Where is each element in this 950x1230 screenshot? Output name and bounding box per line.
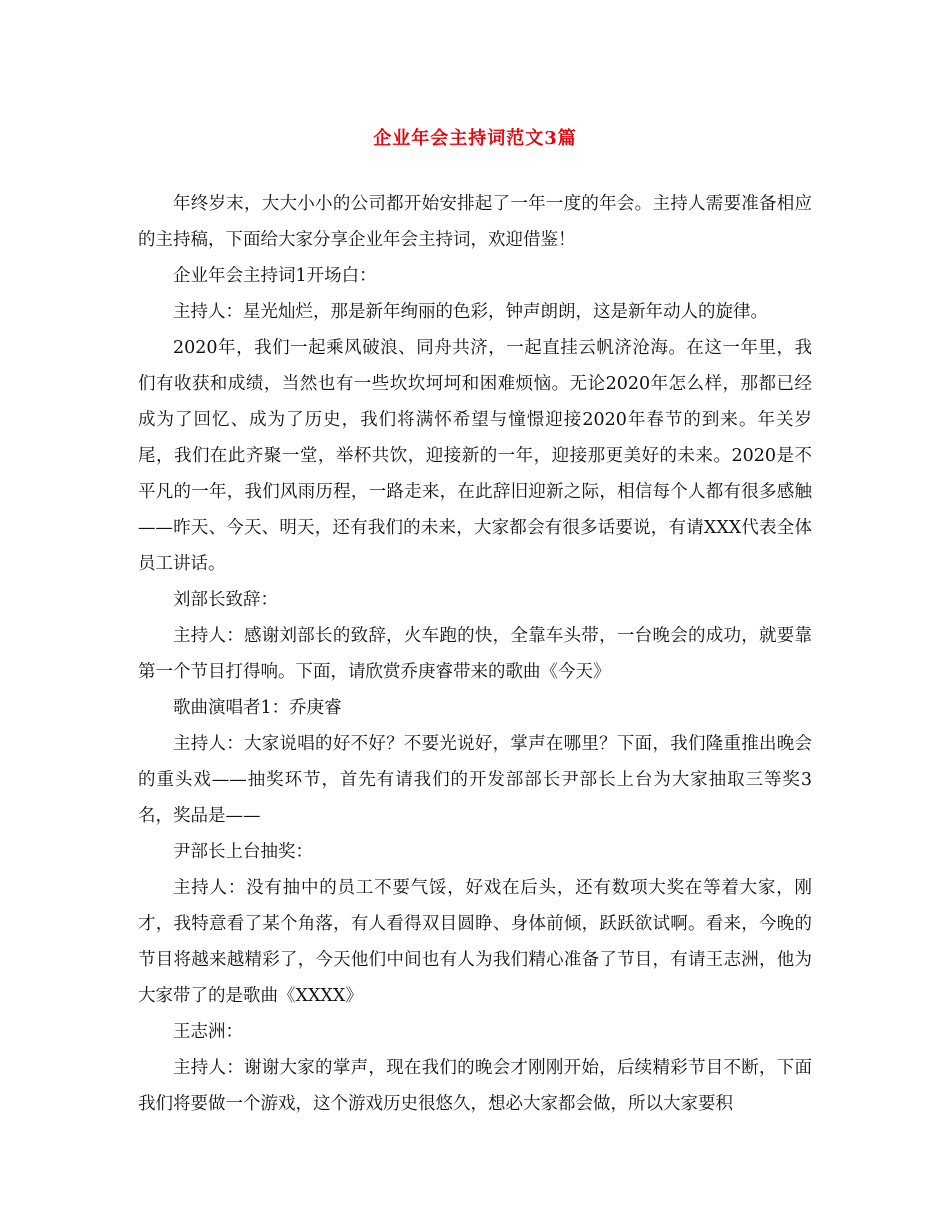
speaker-cue: 王志洲：	[173, 1022, 243, 1042]
document-body	[138, 186, 812, 1122]
speaker-cue: 歌曲演唱者1：乔庚睿	[173, 698, 342, 718]
paragraph: 主持人：大家说唱的好不好？不要光说好，掌声在哪里？下面，我们隆重推出晚会的重头戏——抽奖环节，首先有请我们的开发部部长尹部长上台为大家抽取三等奖3名，奖品是——	[138, 734, 812, 826]
paragraph: 主持人：感谢刘部长的致辞，火车跑的快，全靠车头带，一台晚会的成功，就要靠第一个节目打得响。下面，请欣赏乔庚睿带来的歌曲《今天》	[138, 626, 812, 682]
document-title: 企业年会主持词范文3篇	[373, 128, 577, 149]
speaker-cue: 刘部长致辞：	[173, 590, 278, 610]
section-heading: 企业年会主持词1开场白：	[173, 266, 377, 286]
paragraph: 年终岁末，大大小小的公司都开始安排起了一年一度的年会。主持人需要准备相应的主持稿，下面给大家分享企业年会主持词，欢迎借鉴！	[138, 194, 812, 250]
paragraph: 主持人：星光灿烂，那是新年绚丽的色彩，钟声朗朗，这是新年动人的旋律。	[173, 302, 768, 322]
paragraph: 2020年，我们一起乘风破浪、同舟共济，一起直挂云帆济沧海。在这一年里，我们有收获和成绩，当然也有一些坎坎坷坷和困难烦恼。无论2020年怎么样，那都已经成为了回忆、成为了历史，我们将满怀希望与憧憬迎接2020年春节的到来。年关岁尾，我们在此齐聚一堂，举杯共饮，迎接新的一年，迎接那更美好的未来。2020是不平凡的一年，我们风雨历程，一路走来，在此辞旧迎新之际，相信每个人都有很多感触——昨天、今天、明天，还有我们的未来，大家都会有很多话要说，有请XXX代表全体员工讲话。	[138, 338, 812, 574]
paragraph: 主持人：谢谢大家的掌声，现在我们的晚会才刚刚开始，后续精彩节目不断，下面我们将要做一个游戏，这个游戏历史很悠久，想必大家都会做，所以大家要积	[138, 1058, 812, 1114]
paragraph: 主持人：没有抽中的员工不要气馁，好戏在后头，还有数项大奖在等着大家，刚才，我特意看了某个角落，有人看得双目圆睁、身体前倾，跃跃欲试啊。看来，今晚的节目将越来越精彩了，今天他们中间也有人为我们精心准备了节目，有请王志洲，他为大家带了的是歌曲《XXXX》	[138, 878, 812, 1006]
speaker-cue: 尹部长上台抽奖：	[173, 842, 313, 862]
